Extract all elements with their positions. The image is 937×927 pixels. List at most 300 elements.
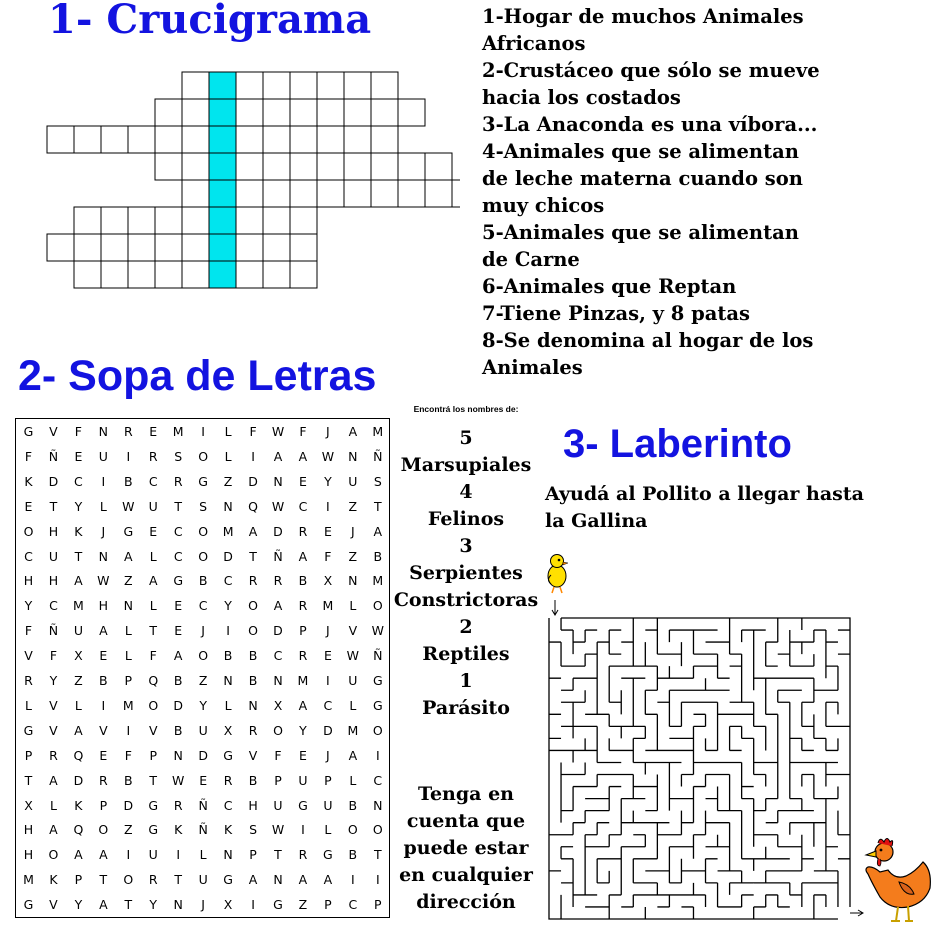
word-search-letter: M (322, 598, 334, 614)
clue-line: hacia los costados (482, 86, 681, 109)
word-search-row (16, 593, 391, 618)
word-search-letter: T (124, 897, 133, 913)
word-search-letter: A (148, 573, 158, 589)
word-search-letter: U (198, 872, 208, 888)
crossword-cell (290, 180, 317, 207)
word-search-letter: H (98, 598, 109, 614)
word-search-row (16, 469, 391, 494)
word-search-letter: Z (348, 498, 358, 514)
instruction-line: Ayudá al Pollito a llegar hasta (545, 483, 864, 505)
word-search-letter: L (99, 498, 107, 514)
word-search-letter: S (373, 473, 382, 489)
word-search-letter: X (323, 573, 333, 589)
word-search-letter: F (124, 747, 132, 763)
word-search-letter: B (298, 573, 308, 589)
crossword-cell (128, 126, 155, 153)
word-search-letter: P (324, 897, 332, 913)
word-search-letter: Ñ (48, 448, 59, 464)
word-search-letter: J (101, 523, 106, 539)
word-search-letter: W (346, 648, 360, 664)
word-search-letter: U (148, 847, 158, 863)
word-search-letter: J (201, 897, 205, 913)
word-search-letter: F (24, 623, 33, 639)
word-search-letter: V (248, 747, 258, 763)
word-search-letter: D (323, 722, 333, 738)
clue-line: 2-Crustáceo que sólo se mueve (482, 59, 820, 82)
word-search-letter: A (74, 573, 83, 589)
crossword-cell (236, 207, 263, 234)
word-search-letter: C (148, 473, 158, 489)
word-search-row (16, 743, 391, 768)
word-search-letter: M (172, 424, 184, 439)
crossword-cell (290, 234, 317, 261)
crossword-cell (344, 99, 371, 126)
word-search-letter: Q (73, 747, 84, 763)
word-search-letter: A (298, 872, 308, 888)
count-label: Serpientes (409, 562, 523, 584)
word-search-letter: A (248, 872, 258, 888)
crossword-cell (263, 126, 290, 153)
count-number: 3 (459, 535, 473, 557)
word-search-letter: B (348, 797, 358, 813)
crossword-cell (344, 72, 371, 99)
word-search-letter: Y (199, 697, 207, 713)
clue-line: 6-Animales que Reptan (482, 275, 737, 298)
word-search-row (16, 643, 391, 668)
word-search-letter: B (173, 673, 183, 688)
word-search-letter: I (326, 673, 330, 688)
crossword-cell (371, 153, 398, 180)
word-search-letter: C (173, 523, 183, 539)
crossword-cell (74, 126, 101, 153)
crossword-cell (47, 126, 74, 153)
word-search-letter: O (198, 548, 209, 564)
word-search-letter: V (24, 648, 33, 664)
word-search-letter: T (249, 548, 257, 564)
word-search-letter: X (74, 648, 83, 664)
crossword-cell (317, 153, 344, 180)
word-search-letter: N (173, 897, 183, 913)
word-search-letter: C (323, 697, 333, 713)
word-search-letter: D (173, 697, 183, 713)
crossword-cell (290, 207, 317, 234)
word-search-letter: F (149, 648, 157, 664)
word-search-letter: S (199, 498, 208, 514)
crossword-highlight-cell (209, 234, 236, 261)
word-search-letter: N (123, 598, 133, 614)
word-search-letter: E (174, 598, 183, 614)
crossword-cell (398, 153, 425, 180)
crossword-cell (236, 72, 263, 99)
word-search-letter: P (99, 797, 108, 813)
word-search-letter: I (351, 872, 355, 888)
word-search-letter: Ñ (373, 648, 383, 664)
word-search-letter: C (298, 498, 308, 514)
crossword-title: 1- Crucigrama (48, 0, 372, 43)
word-search-letter: H (23, 847, 34, 863)
clue-line: 7-Tiene Pinzas, y 8 patas (482, 302, 751, 325)
word-search-letter: R (123, 424, 133, 439)
word-search-letter: R (24, 673, 33, 688)
count-label: Parásito (422, 697, 510, 719)
word-search-row (16, 544, 391, 569)
word-search-letter: W (271, 424, 285, 439)
word-search-letter: E (298, 473, 307, 489)
word-search-letter: O (123, 872, 134, 888)
word-search-letter: U (323, 797, 333, 813)
word-search-letter: N (248, 697, 258, 713)
word-search-letter: Y (299, 722, 307, 738)
crossword-cell (290, 153, 317, 180)
word-search-row (16, 494, 391, 519)
word-search-letter: D (48, 473, 59, 489)
word-search-letter: T (274, 847, 282, 863)
word-search-letter: O (347, 822, 358, 838)
word-search-letter: Q (73, 822, 84, 838)
word-search-letter: D (223, 548, 233, 564)
word-search-letter: R (248, 722, 258, 738)
word-search-row (16, 842, 391, 867)
word-search-letter: R (148, 872, 158, 888)
crossword-cell (317, 180, 344, 207)
crossword-highlight-cell (209, 207, 236, 234)
crossword-cell (155, 99, 182, 126)
word-search-letter: A (99, 623, 108, 639)
tip-line: dirección (416, 891, 516, 913)
crossword-cell (290, 72, 317, 99)
crossword-cell (74, 234, 101, 261)
word-search-letter: G (372, 673, 383, 688)
crossword-cell (398, 180, 425, 207)
word-search-letter: N (223, 847, 233, 863)
crossword-cell (182, 261, 209, 288)
word-search-row (16, 892, 391, 917)
crossword-cell (398, 99, 425, 126)
word-search-letter: Z (198, 673, 208, 688)
tip-line: cuenta que (406, 810, 526, 832)
word-search-letter: O (198, 523, 209, 539)
word-search-letter: O (198, 648, 209, 664)
word-search-letter: L (349, 598, 357, 614)
word-search-letter: Y (49, 673, 58, 688)
arrow-right-icon (850, 910, 863, 916)
crossword-cell (263, 207, 290, 234)
word-search-letter: A (298, 448, 308, 464)
crossword-cell (290, 99, 317, 126)
word-search-letter: T (74, 548, 83, 564)
word-search-letter: A (49, 772, 58, 788)
word-search-letter: N (98, 548, 109, 564)
word-search-letter: A (298, 548, 308, 564)
word-search-letter: U (273, 797, 283, 813)
word-search-letter: T (99, 872, 108, 888)
count-label: Marsupiales (400, 454, 532, 476)
word-search-letter: J (201, 623, 205, 639)
word-search-letter: F (49, 648, 58, 664)
word-search-letter: T (149, 772, 158, 788)
word-search-letter: Y (74, 897, 83, 913)
word-search-letter: Ñ (373, 448, 383, 464)
crossword-cell (371, 99, 398, 126)
word-search-letter: K (174, 822, 183, 838)
count-number: 1 (459, 670, 473, 692)
word-search-letter: G (173, 573, 184, 589)
crossword-cell (344, 126, 371, 153)
word-search-letter: O (372, 722, 383, 738)
word-search-letter: G (23, 424, 34, 439)
word-search-letter: G (148, 822, 159, 838)
crossword-cell (182, 126, 209, 153)
word-search-letter: X (223, 897, 233, 913)
word-search-letter: C (49, 598, 58, 614)
crossword-cell (182, 180, 209, 207)
word-search-row (16, 618, 391, 643)
crossword-cell (344, 180, 371, 207)
word-search-letter: C (198, 598, 208, 614)
word-search-row (16, 867, 391, 892)
word-search-letter: W (271, 822, 285, 838)
crossword-cell (317, 99, 344, 126)
word-search-letter: C (273, 648, 283, 664)
word-search-letter: Q (248, 498, 258, 514)
word-search-letter: E (24, 498, 33, 514)
crossword-cell (182, 153, 209, 180)
word-search-letter: C (373, 772, 383, 788)
word-search-letter: O (148, 697, 159, 713)
word-search-letter: N (273, 473, 283, 489)
word-search-letter: A (124, 548, 133, 564)
word-search-letter: R (148, 448, 158, 464)
word-search-letter: P (149, 747, 158, 763)
crossword-cell (128, 234, 155, 261)
word-search-letter: K (49, 872, 58, 888)
word-search-legend (391, 403, 541, 722)
word-search-letter: N (223, 673, 233, 688)
crossword-cell (236, 126, 263, 153)
word-search-letter: V (49, 722, 58, 738)
crossword-cell (74, 261, 101, 288)
word-search-letter: A (273, 448, 283, 464)
word-search-letter: R (298, 847, 308, 863)
word-search-letter: R (99, 772, 108, 788)
crossword-cell (101, 207, 128, 234)
clue-line: Africanos (482, 32, 586, 55)
word-search-letter: D (248, 473, 258, 489)
word-search-letter: S (249, 822, 258, 838)
crossword-highlight-cell (209, 153, 236, 180)
word-search-letter: Y (324, 473, 332, 489)
word-search-letter: A (273, 598, 283, 614)
word-search-letter: A (248, 523, 258, 539)
word-search-letter: E (99, 747, 108, 763)
word-search-letter: J (326, 424, 330, 439)
clue-line: 1-Hogar de muchos Animales (482, 5, 804, 28)
word-search-letter: N (348, 448, 358, 464)
word-search-letter: F (249, 424, 257, 439)
word-search-letter: W (97, 573, 110, 589)
word-search-letter: G (223, 872, 233, 888)
word-search-letter: F (299, 424, 307, 439)
crossword-cell (155, 126, 182, 153)
crossword-highlight-cell (209, 261, 236, 288)
word-search-letter: O (372, 598, 383, 614)
word-search-letter: I (126, 847, 131, 863)
crossword-clues (482, 3, 820, 381)
count-number: 4 (459, 481, 473, 503)
word-search-row (16, 444, 391, 469)
crossword-cell (182, 234, 209, 261)
crossword-cell (263, 234, 290, 261)
crossword-cell (263, 72, 290, 99)
word-search-letter: Ñ (48, 623, 59, 639)
word-search-letter: A (373, 523, 383, 539)
hen-icon (866, 839, 930, 922)
word-search-letter: B (198, 573, 208, 589)
word-search-letter: R (173, 473, 183, 489)
word-search-letter: U (348, 473, 358, 489)
word-search-letter: B (173, 722, 183, 738)
word-search-letter: U (98, 448, 108, 464)
crossword-cell (155, 261, 182, 288)
word-search-letter: A (348, 747, 358, 763)
word-search-letter: C (74, 473, 83, 489)
crossword-highlight-cell (209, 180, 236, 207)
word-search-letter: H (23, 573, 34, 589)
maze-walls (549, 618, 850, 919)
word-search-letter: I (375, 747, 380, 763)
word-search-letter: B (248, 648, 258, 664)
crossword-cell (128, 261, 155, 288)
word-search-letter: D (123, 797, 134, 813)
word-search-letter: E (174, 623, 183, 639)
word-search-letter: I (101, 697, 106, 713)
word-search-letter: R (273, 573, 283, 589)
word-search-letter: E (74, 448, 83, 464)
count-label: Felinos (427, 508, 505, 530)
word-search-letter: M (72, 598, 84, 614)
word-search-letter: T (149, 623, 158, 639)
word-search-letter: X (223, 722, 233, 738)
word-search-letter: Y (149, 897, 158, 913)
word-search-row (16, 568, 391, 593)
word-search-letter: M (297, 673, 309, 688)
clue-line: 8-Se denomina al hogar de los (482, 329, 814, 352)
word-search-letter: C (348, 897, 358, 913)
word-search-letter: V (49, 697, 58, 713)
instruction-line: la Gallina (545, 510, 648, 532)
word-search-letter: B (99, 673, 108, 688)
word-search-letter: V (49, 897, 58, 913)
word-search-letter: O (372, 822, 383, 838)
word-search-row (16, 419, 391, 444)
word-search-letter: Z (223, 473, 233, 489)
crossword-cell (290, 261, 317, 288)
word-search-letter: I (176, 847, 181, 863)
word-search-letter: W (271, 498, 285, 514)
word-search-letter: T (373, 847, 382, 863)
crossword-cell (425, 153, 452, 180)
word-search-letter: L (74, 697, 82, 713)
word-search-letter: A (298, 697, 308, 713)
word-search-letter: N (223, 498, 233, 514)
word-search-letter: Ñ (198, 797, 208, 813)
word-search-letter: W (122, 498, 135, 514)
word-search-letter: W (371, 623, 384, 639)
word-search-letter: F (74, 424, 82, 439)
word-search-letter: V (148, 722, 158, 738)
word-search-letter: F (24, 448, 33, 464)
word-search-letter: G (298, 797, 308, 813)
word-search-letter: I (126, 448, 131, 464)
word-search-letter: J (326, 747, 330, 763)
word-search-letter: K (223, 822, 233, 838)
clue-line: Animales (482, 356, 583, 379)
word-search-letter: R (223, 772, 233, 788)
word-search-letter: P (299, 623, 307, 639)
word-search-letter: U (148, 498, 158, 514)
clue-line: de Carne (482, 248, 580, 271)
word-search-letter: L (349, 772, 357, 788)
tip-line: en cualquier (399, 864, 533, 886)
word-search-letter: T (24, 772, 33, 788)
word-search-letter: G (148, 797, 159, 813)
word-search-row (16, 718, 391, 743)
crossword-cell (344, 153, 371, 180)
crossword-cell (236, 180, 263, 207)
word-search-letter: B (223, 648, 233, 664)
word-search-letter: I (251, 448, 255, 464)
crossword-cell (263, 153, 290, 180)
chick-icon (548, 555, 568, 594)
word-search-letter: P (124, 673, 133, 688)
word-search-letter: H (48, 573, 59, 589)
crossword-cell (47, 234, 74, 261)
word-search-letter: M (372, 573, 384, 589)
count-number: 5 (459, 427, 473, 449)
word-search-letter: Z (348, 548, 358, 564)
crossword-cell (74, 207, 101, 234)
word-search-letter: T (373, 498, 382, 514)
word-search-letter: L (224, 424, 232, 439)
word-search-letter: D (198, 747, 208, 763)
word-search-letter: I (375, 872, 380, 888)
word-search-letter: N (173, 747, 183, 763)
word-search-letter: L (124, 648, 132, 664)
crossword-cell (101, 234, 128, 261)
word-search-letter: E (323, 523, 332, 539)
clue-line: 4-Animales que se alimentan (482, 140, 799, 163)
word-search-letter: F (274, 747, 282, 763)
word-search-letter: Z (124, 822, 133, 838)
word-search-letter: E (99, 648, 108, 664)
word-search-letter: B (348, 847, 358, 863)
arrow-down-icon (552, 600, 558, 615)
word-search-letter: D (273, 623, 283, 639)
crossword-cell (236, 234, 263, 261)
word-search-letter: L (124, 623, 132, 639)
word-search-letter: V (348, 623, 358, 639)
clue-line: 3-La Anaconda es una víbora... (482, 113, 818, 136)
crossword-cell (317, 126, 344, 153)
count-label: Reptiles (422, 643, 510, 665)
word-search-letter: D (273, 523, 283, 539)
word-search-letter: I (251, 897, 255, 913)
word-search-letter: U (348, 673, 358, 688)
word-search-letter: O (98, 822, 109, 838)
word-search-letter: D (73, 772, 84, 788)
word-search-letter: A (74, 722, 83, 738)
word-search-letter: M (222, 523, 234, 539)
